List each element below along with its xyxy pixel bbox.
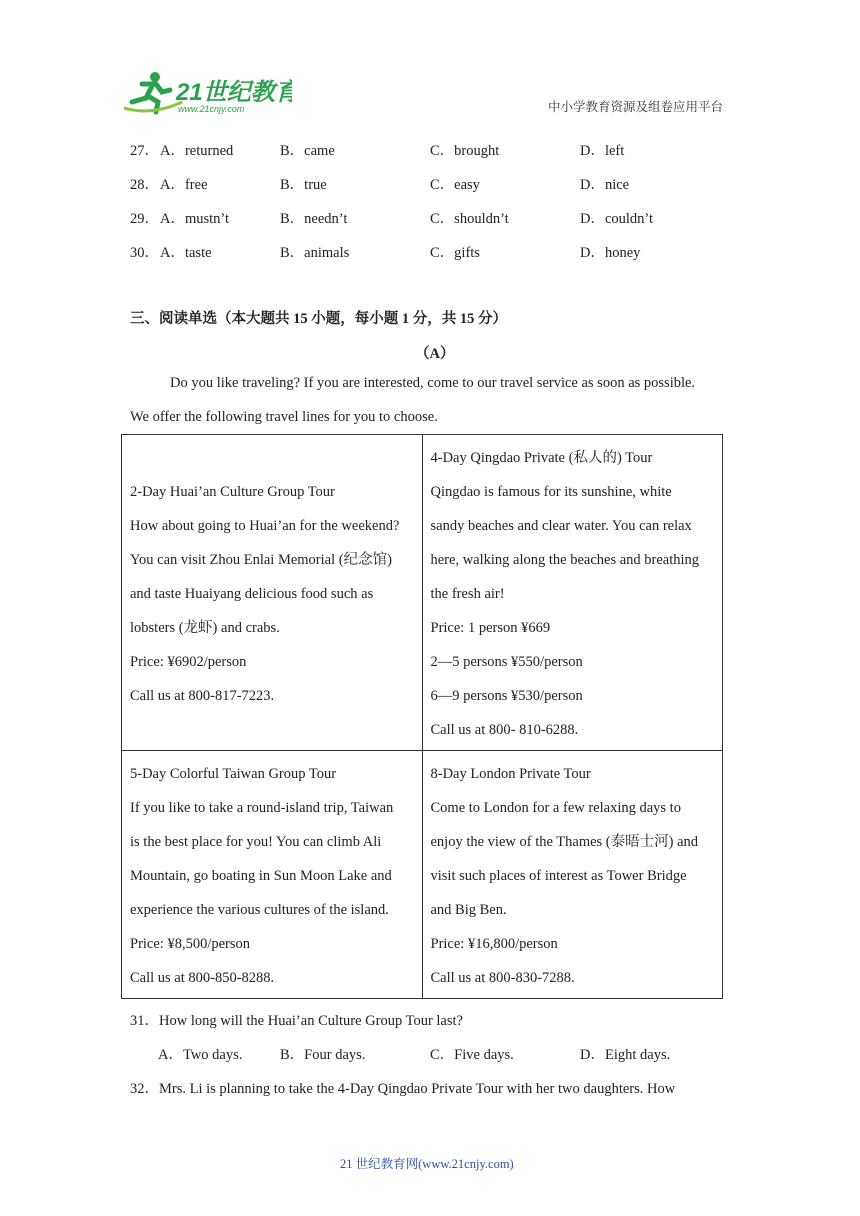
option-c: C．gifts — [430, 245, 480, 261]
option-c: C．shouldn’t — [430, 211, 509, 227]
option-b: B．animals — [280, 245, 350, 261]
question-31-text: 31．How long will the Huai’an Culture Group Tour last? — [130, 1013, 463, 1029]
option-a: A．Two days. — [158, 1047, 243, 1063]
table-row — [122, 751, 723, 999]
tour-phone: Call us at 800-817-7223. — [130, 688, 275, 704]
option-b: B．Four days. — [280, 1047, 366, 1063]
table-row — [122, 435, 723, 751]
section-title: 三、阅读单选（本大题共 15 小题，每小题 1 分，共 15 分） — [130, 311, 507, 327]
svg-text:www.21cnjy.com: www.21cnjy.com — [178, 104, 245, 114]
option-a: A．taste — [160, 245, 212, 261]
passage-label: （A） — [415, 346, 455, 362]
option-c: C．brought — [430, 143, 500, 159]
option-a: A．returned — [160, 143, 234, 159]
tour-text-line: lobsters (龙虾) and crabs. — [130, 620, 280, 636]
tour-cell-taiwan — [122, 751, 423, 999]
tour-title: 8-Day London Private Tour — [430, 766, 591, 782]
tour-text-line: enjoy the view of the Thames (泰晤士河) and — [430, 834, 699, 850]
tour-phone: Call us at 800-830-7288. — [430, 970, 575, 986]
tour-text-line: and Big Ben. — [430, 902, 507, 918]
svg-text:21世纪教育: 21世纪教育 — [176, 79, 292, 106]
tour-price: 6—9 persons ¥530/person — [430, 688, 583, 704]
tour-text-line: You can visit Zhou Enlai Memorial (纪念馆) — [130, 552, 392, 568]
question-number: 27． — [130, 143, 159, 159]
tour-text-line: Come to London for a few relaxing days to — [430, 800, 681, 816]
tour-text-line: is the best place for you! You can climb Ali — [130, 834, 382, 850]
tour-text-line: Qingdao is famous for its sunshine, white — [430, 484, 672, 500]
question-number: 29． — [130, 211, 159, 227]
runner-icon — [122, 70, 292, 116]
option-a: A．mustn’t — [160, 211, 230, 227]
option-b: B．came — [280, 143, 335, 159]
tour-price: Price: 1 person ¥669 — [430, 620, 551, 636]
option-b: B．true — [280, 177, 327, 193]
option-d: D．left — [580, 143, 625, 159]
option-d: D．honey — [580, 245, 641, 261]
tour-text-line: How about going to Huai’an for the weekend? — [130, 518, 400, 534]
tour-text-line: and taste Huaiyang delicious food such as — [130, 586, 374, 602]
option-d: D．couldn’t — [580, 211, 654, 227]
tour-cell-huaian — [122, 435, 423, 751]
question-32-text: 32．Mrs. Li is planning to take the 4-Day Qingdao Private Tour with her two daughters. How — [130, 1081, 676, 1097]
question-number: 30． — [130, 245, 159, 261]
tour-price: 2—5 persons ¥550/person — [430, 654, 583, 670]
tour-title: 2-Day Huai’an Culture Group Tour — [130, 484, 335, 500]
header-platform-text: 中小学教育资源及组卷应用平台 — [548, 100, 724, 114]
tour-cell-qingdao — [422, 435, 723, 751]
tour-price: Price: ¥6902/person — [130, 654, 247, 670]
question-number: 28． — [130, 177, 159, 193]
tour-title: 4-Day Qingdao Private (私人的) Tour — [430, 450, 653, 466]
tour-table — [121, 434, 723, 999]
option-c: C．easy — [430, 177, 480, 193]
tour-text-line: here, walking along the beaches and breathing — [430, 552, 700, 568]
tour-phone: Call us at 800- 810-6288. — [430, 722, 579, 738]
tour-text-line: sandy beaches and clear water. You can relax — [430, 518, 692, 534]
option-d: D．Eight days. — [580, 1047, 671, 1063]
tour-phone: Call us at 800-850-8288. — [130, 970, 275, 986]
tour-text-line: visit such places of interest as Tower Bridge — [430, 868, 687, 884]
tour-text-line: Mountain, go boating in Sun Moon Lake and — [130, 868, 392, 884]
tour-price: Price: ¥8,500/person — [130, 936, 251, 952]
tour-text-line: If you like to take a round-island trip, Taiwan — [130, 800, 394, 816]
passage-intro-line-1: Do you like traveling? If you are interested, come to our travel service as soon as possible. — [170, 375, 696, 391]
option-c: C．Five days. — [430, 1047, 514, 1063]
option-a: A．free — [160, 177, 208, 193]
tour-title: 5-Day Colorful Taiwan Group Tour — [130, 766, 337, 782]
site-logo — [122, 70, 292, 116]
tour-text-line: experience the various cultures of the island. — [130, 902, 389, 918]
tour-price: Price: ¥16,800/person — [430, 936, 558, 952]
tour-text-line: the fresh air! — [430, 586, 505, 602]
option-d: D．nice — [580, 177, 630, 193]
tour-cell-london — [422, 751, 723, 999]
passage-intro-line-2: We offer the following travel lines for you to choose. — [130, 409, 438, 425]
footer-text: 21 世纪教育网(www.21cnjy.com) — [340, 1157, 514, 1171]
option-b: B．needn’t — [280, 211, 348, 227]
